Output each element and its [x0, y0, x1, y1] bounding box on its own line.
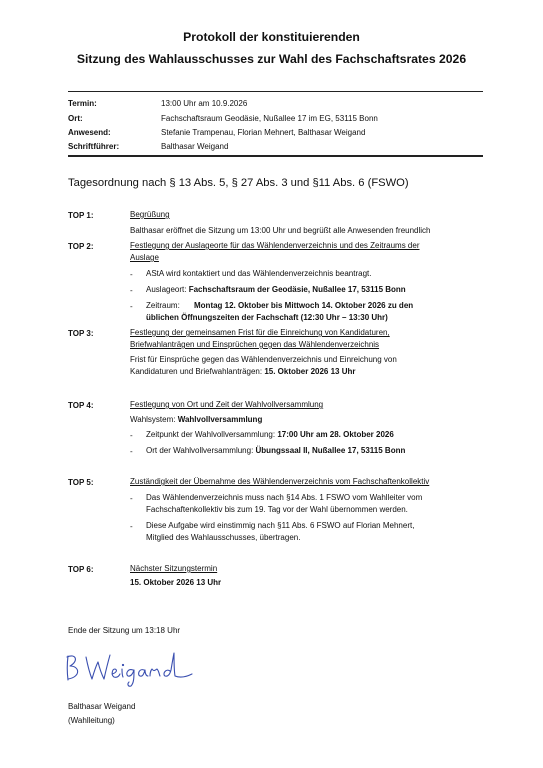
top-4-bullet-2-value: Übungssaal II, Nußallee 17, 53115 Bonn — [255, 446, 406, 455]
bullet-dash: - — [130, 447, 133, 456]
top-6-date: 15. Oktober 2026 13 Uhr — [130, 578, 222, 587]
meta-label: Termin: — [68, 99, 97, 108]
agenda-title: Tagesordnung nach § 13 Abs. 5, § 27 Abs. 3 und §11 Abs. 6 (FSWO) — [68, 177, 409, 189]
end-of-meeting-text: Ende der Sitzung um 13:18 Uhr — [68, 626, 181, 635]
bullet-dash: - — [130, 431, 133, 440]
top-4-bullet-1-value: 17:00 Uhr am 28. Oktober 2026 — [277, 430, 394, 439]
top-4-wahlsystem-prefix: Wahlsystem: — [130, 415, 178, 424]
top-2-bullet-1: AStA wird kontaktiert und das Wählendenverzeichnis beantragt. — [146, 269, 372, 278]
top-2-bullet-3-line-1: Montag 12. Oktober bis Mittwoch 14. Oktober 2026 zu den — [194, 301, 414, 310]
top-3-label: TOP 3: — [68, 329, 94, 338]
meta-label: Schriftführer: — [68, 142, 120, 151]
top-3-text-prefix: Kandidaturen und Briefwahlanträgen: — [130, 367, 265, 376]
top-3-deadline: 15. Oktober 2026 13 Uhr — [264, 367, 356, 376]
bullet-dash: - — [130, 302, 133, 311]
top-2-label: TOP 2: — [68, 242, 94, 251]
meta-label: Ort: — [68, 114, 83, 123]
top-4-wahlsystem — [130, 414, 262, 426]
top-3-text-line-2 — [130, 366, 355, 378]
top-3-heading-line-2: Briefwahlanträgen und Einsprüchen gegen das Wählendenverzeichnis — [130, 340, 380, 349]
top-5-label: TOP 5: — [68, 478, 94, 487]
top-5-bullet-2-line-2: Mitglied des Wahlausschusses, übertragen. — [146, 533, 301, 542]
top-4-wahlsystem-value: Wahlvollversammlung — [177, 415, 263, 424]
top-4-bullet-2 — [146, 445, 405, 457]
top-1-heading: Begrüßung — [130, 210, 170, 219]
top-4-bullet-1-prefix: Zeitpunkt der Wahlvollversammlung: — [146, 430, 278, 439]
bullet-dash: - — [130, 494, 133, 503]
meta-value: 13:00 Uhr am 10.9.2026 — [161, 99, 248, 108]
meta-value: Balthasar Weigand — [161, 142, 229, 151]
bullet-dash: - — [130, 286, 133, 295]
top-5-heading: Zuständigkeit der Übernahme des Wählendenverzeichnis vom Fachschaftenkollektiv — [130, 477, 430, 486]
top-2-heading-line-1: Festlegung der Auslageorte für das Wählendenverzeichnis und des Zeitraums der — [130, 241, 420, 250]
top-4-label: TOP 4: — [68, 401, 94, 410]
top-6-label: TOP 6: — [68, 565, 94, 574]
signer-name: Balthasar Weigand — [68, 702, 136, 711]
handwritten-signature — [62, 648, 197, 688]
top-2-bullet-3-line-2: üblichen Öffnungszeiten der Fachschaft (12:30 Uhr – 13:30 Uhr) — [146, 313, 388, 322]
bullet-dash: - — [130, 270, 133, 279]
top-5-bullet-1-line-2: Fachschaftenkollektiv bis zum 19. Tag vor der Wahl übernommen werden. — [146, 505, 408, 514]
top-5-bullet-1-line-1: Das Wählendenverzeichnis muss nach §14 Abs. 1 FSWO vom Wahlleiter vom — [146, 493, 423, 502]
top-4-heading: Festlegung von Ort und Zeit der Wahlvollversammlung — [130, 400, 324, 409]
top-2-bullet-2-prefix: Auslageort: — [146, 285, 189, 294]
top-2-bullet-2 — [146, 284, 406, 296]
header-rule-top — [68, 91, 483, 92]
bullet-dash: - — [130, 522, 133, 531]
top-4-bullet-2-prefix: Ort der Wahlvollversammlung: — [146, 446, 256, 455]
top-4-bullet-1 — [146, 429, 394, 441]
meta-value: Fachschaftsraum Geodäsie, Nußallee 17 im EG, 53115 Bonn — [161, 114, 378, 123]
header-rule-bottom — [68, 155, 483, 157]
meta-value: Stefanie Trampenau, Florian Mehnert, Balthasar Weigand — [161, 128, 366, 137]
meta-label: Anwesend: — [68, 128, 111, 137]
top-3-heading-line-1: Festlegung der gemeinsamen Frist für die Einreichung von Kandidaturen, — [130, 328, 390, 337]
document-title-line-2: Sitzung des Wahlausschusses zur Wahl des Fachschaftsrates 2026 — [76, 52, 467, 66]
top-6-heading: Nächster Sitzungstermin — [130, 564, 218, 573]
document-title-line-1: Protokoll der konstituierenden — [183, 30, 360, 44]
top-2-bullet-2-value: Fachschaftsraum der Geodäsie, Nußallee 17, 53115 Bonn — [188, 285, 406, 294]
top-1-label: TOP 1: — [68, 211, 94, 220]
top-3-text-line-1: Frist für Einsprüche gegen das Wählendenverzeichnis und Einreichung von — [130, 355, 397, 364]
top-2-bullet-3-prefix: Zeitraum: — [146, 301, 189, 310]
top-2-heading-line-2: Auslage — [130, 253, 159, 262]
top-1-text: Balthasar eröffnet die Sitzung um 13:00 Uhr und begrüßt alle Anwesenden freundlich — [130, 226, 431, 235]
top-5-bullet-2-line-1: Diese Aufgabe wird einstimmig nach §11 Abs. 6 FSWO auf Florian Mehnert, — [146, 521, 415, 530]
signer-role: (Wahlleitung) — [68, 716, 115, 725]
